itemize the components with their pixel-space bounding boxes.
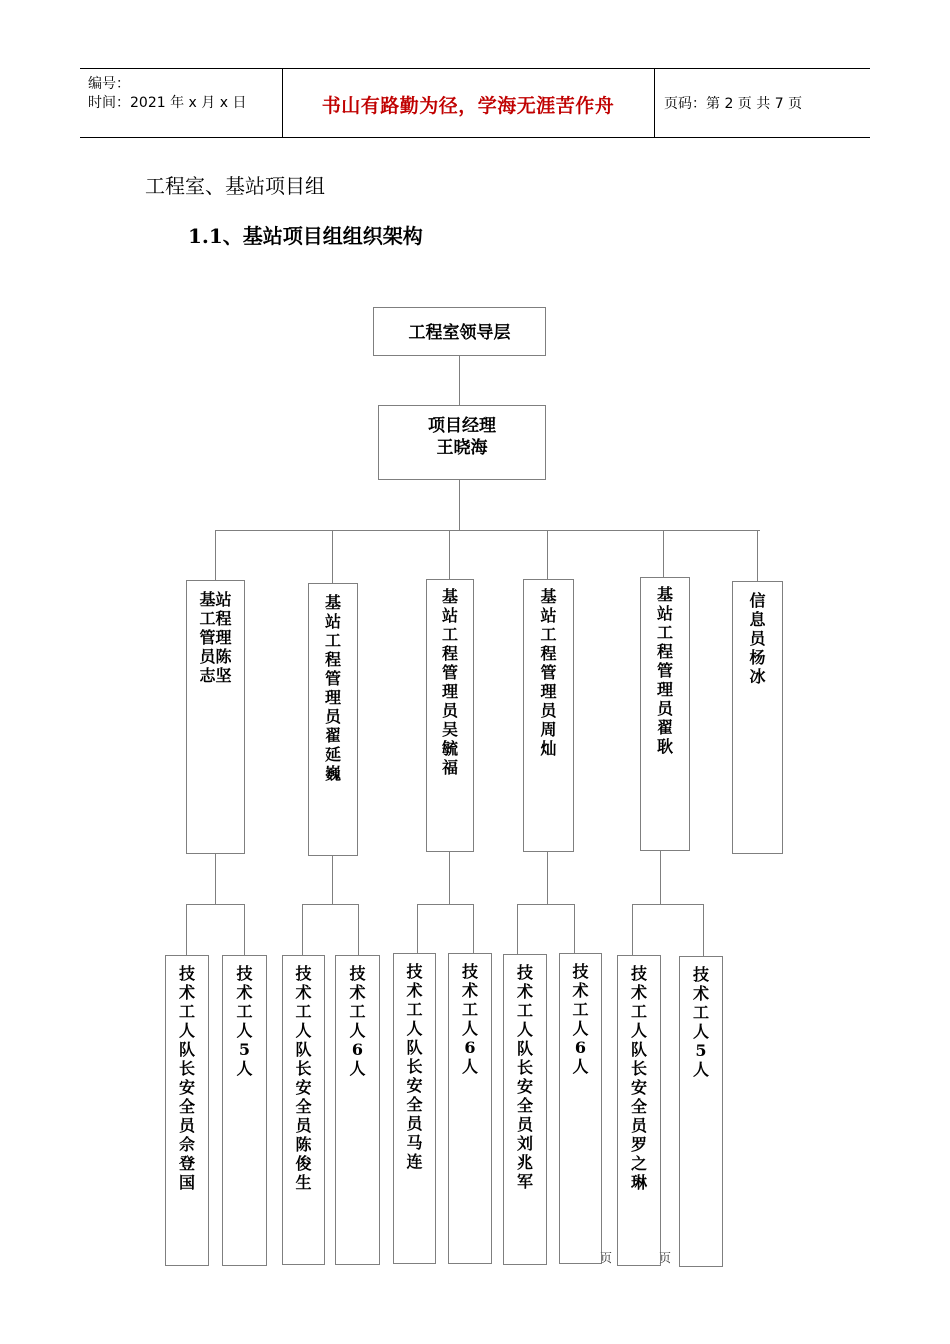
- time-label: 时间：2021 年 x 月 x 日: [88, 95, 247, 111]
- connector-line: [186, 904, 245, 905]
- org-box-worker: [617, 955, 661, 1266]
- footer-left: 页: [600, 1251, 613, 1265]
- connector-line: [660, 851, 661, 904]
- connector-line: [473, 904, 474, 953]
- connector-line: [632, 904, 704, 905]
- worker-label: 技术工人5人: [236, 964, 253, 1078]
- header-divider: [654, 69, 655, 137]
- worker-label: 技术工人队长安全员刘兆军: [517, 963, 534, 1191]
- worker-label: 技术工人6人: [349, 964, 366, 1078]
- manager-title: 项目经理: [428, 416, 496, 436]
- connector-line: [703, 904, 704, 956]
- org-box-label: 工程室领导层: [408, 323, 511, 343]
- staff-label: 基站工程管理员翟耿: [657, 585, 674, 756]
- connector-line: [547, 530, 548, 579]
- header-motto: 书山有路勤为径，学海无涯苦作舟: [321, 95, 615, 117]
- worker-label: 技术工人6人: [462, 962, 479, 1076]
- connector-line: [302, 904, 303, 955]
- org-box-worker: [222, 955, 267, 1266]
- staff-label: 基站工程管理员陈志坚: [199, 590, 232, 685]
- connector-line: [574, 904, 575, 953]
- connector-line: [215, 530, 760, 531]
- connector-line: [449, 852, 450, 904]
- org-box-worker: [559, 953, 602, 1264]
- org-box-worker: [393, 953, 436, 1264]
- worker-label: 技术工人队长安全员马连: [406, 962, 423, 1171]
- org-box-worker: [335, 955, 380, 1265]
- connector-line: [547, 852, 548, 904]
- org-box-staff: [186, 580, 245, 854]
- staff-label: 基站工程管理员翟延巍: [325, 593, 342, 783]
- worker-label: 技术工人5人: [693, 965, 710, 1079]
- number-label: 编号：: [88, 76, 130, 92]
- header-info: [88, 75, 246, 113]
- subsection-heading: 1.1、基站项目组组织架构: [188, 224, 423, 248]
- connector-line: [215, 530, 216, 580]
- worker-label: 技术工人队长安全员罗之琳: [631, 964, 648, 1192]
- connector-line: [449, 530, 450, 579]
- manager-name: 王晓海: [436, 438, 488, 458]
- org-box-staff: [640, 577, 690, 851]
- org-box-staff: [523, 579, 574, 852]
- page-header: [80, 68, 870, 138]
- section-heading: 工程室、基站项目组: [145, 174, 325, 198]
- connector-line: [663, 530, 664, 577]
- connector-line: [517, 904, 518, 954]
- org-box-staff: [732, 581, 783, 854]
- connector-line: [632, 904, 633, 955]
- staff-label: 基站工程管理员周灿: [540, 587, 557, 758]
- staff-label: 基站工程管理员吴毓福: [442, 587, 459, 777]
- connector-line: [757, 530, 758, 581]
- page-number-label: 页码：第 2 页 共 7 页: [664, 96, 803, 112]
- org-box-worker: [282, 955, 325, 1265]
- staff-label: 信息员杨冰: [749, 591, 766, 686]
- connector-line: [417, 904, 474, 905]
- org-box-manager: [378, 405, 546, 480]
- org-box-staff: [426, 579, 474, 852]
- connector-line: [302, 904, 359, 905]
- org-box-staff: [308, 583, 358, 856]
- org-box-leadership: [373, 307, 546, 356]
- connector-line: [459, 480, 460, 531]
- worker-label: 技术工人队长安全员佘登国: [179, 964, 196, 1192]
- connector-line: [215, 854, 216, 904]
- worker-label: 技术工人6人: [572, 962, 589, 1076]
- connector-line: [332, 856, 333, 904]
- org-box-worker: [165, 955, 209, 1266]
- org-box-worker: [448, 953, 492, 1264]
- footer-right: 页: [659, 1251, 672, 1265]
- connector-line: [244, 904, 245, 955]
- org-box-worker: [503, 954, 547, 1265]
- connector-line: [459, 356, 460, 405]
- org-box-worker: [679, 956, 723, 1267]
- connector-line: [332, 530, 333, 583]
- connector-line: [517, 904, 575, 905]
- connector-line: [186, 904, 187, 955]
- connector-line: [417, 904, 418, 953]
- worker-label: 技术工人队长安全员陈俊生: [295, 964, 312, 1192]
- connector-line: [358, 904, 359, 955]
